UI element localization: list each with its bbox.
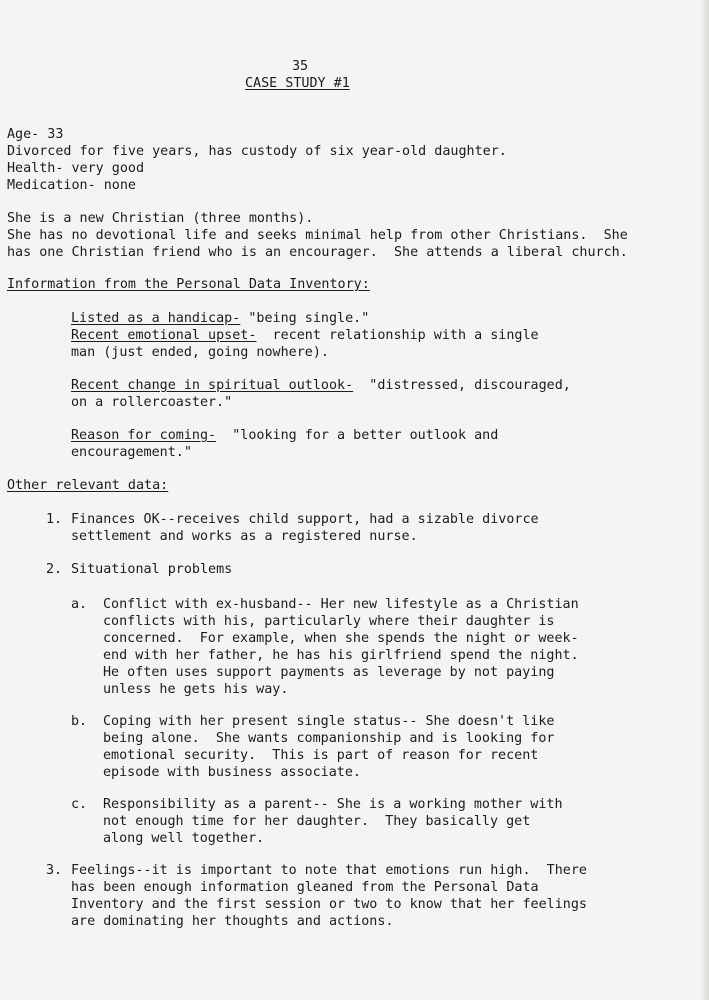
inventory-upset: [71, 327, 539, 344]
sub-line: along well together.: [103, 831, 265, 846]
profile-line: Health- very good: [7, 161, 145, 176]
list-line: has been enough information gleaned from the Personal Data: [71, 880, 539, 895]
sub-letter: c.: [71, 797, 88, 812]
spiritual-label: Recent change in spiritual outlook-: [71, 378, 354, 393]
sub-line: He often uses support payments as leverage by not paying: [103, 665, 555, 680]
intro-line: She is a new Christian (three months).: [7, 211, 314, 226]
profile-line: Medication- none: [7, 178, 136, 193]
spiritual-text: "distressed, discouraged,: [353, 378, 571, 393]
page-number: 35: [291, 59, 309, 74]
sub-line: Coping with her present single status-- She doesn't like: [103, 714, 555, 729]
sub-letter: b.: [71, 714, 88, 729]
inventory-heading: Information from the Personal Data Inventory:: [7, 277, 370, 292]
list-line: Feelings--it is important to note that emotions run high. There: [71, 863, 587, 878]
sub-line: conflicts with his, particularly where their daughter is: [103, 614, 555, 629]
list-number: 1.: [46, 512, 63, 527]
inventory-reason: [71, 427, 498, 444]
upset-text-continued: man (just ended, going nowhere).: [71, 345, 329, 360]
handicap-label: Listed as a handicap-: [71, 311, 241, 326]
intro-line: has one Christian friend who is an encourager. She attends a liberal church.: [7, 245, 628, 260]
sub-line: concerned. For example, when she spends the night or week-: [103, 631, 579, 646]
upset-text: recent relationship with a single: [256, 328, 539, 343]
profile-line: Age- 33: [7, 127, 64, 142]
handicap-text: "being single.": [240, 311, 370, 326]
sub-line: unless he gets his way.: [103, 682, 289, 697]
sub-letter: a.: [71, 597, 88, 612]
list-line: settlement and works as a registered nurse.: [71, 529, 418, 544]
other-data-heading: Other relevant data:: [7, 478, 169, 493]
list-line: Finances OK--receives child support, had a sizable divorce: [71, 512, 539, 527]
reason-text-continued: encouragement.": [71, 445, 192, 460]
upset-label: Recent emotional upset-: [71, 328, 257, 343]
list-line: Situational problems: [71, 562, 233, 577]
sub-line: Responsibility as a parent-- She is a working mother with: [103, 797, 563, 812]
sub-line: episode with business associate.: [103, 765, 361, 780]
list-number: 3.: [46, 863, 63, 878]
inventory-spiritual: [71, 377, 571, 394]
page-edge-shadow: [699, 0, 709, 1000]
list-number: 2.: [46, 562, 63, 577]
sub-line: Conflict with ex-husband-- Her new lifestyle as a Christian: [103, 597, 579, 612]
reason-label: Reason for coming-: [71, 428, 217, 443]
intro-line: She has no devotional life and seeks minimal help from other Christians. She: [7, 228, 628, 243]
profile-line: Divorced for five years, has custody of six year-old daughter.: [7, 144, 507, 159]
list-line: Inventory and the first session or two to know that her feelings: [71, 897, 587, 912]
sub-line: being alone. She wants companionship and is looking for: [103, 731, 555, 746]
sub-line: not enough time for her daughter. They basically get: [103, 814, 531, 829]
sub-line: emotional security. This is part of reason for recent: [103, 748, 539, 763]
reason-text: "looking for a better outlook and: [216, 428, 499, 443]
spiritual-text-continued: on a rollercoaster.": [71, 395, 233, 410]
sub-line: end with her father, he has his girlfriend spend the night.: [103, 648, 579, 663]
list-line: are dominating her thoughts and actions.: [71, 914, 394, 929]
case-study-title: CASE STUDY #1: [245, 76, 350, 91]
inventory-handicap: [71, 310, 369, 327]
